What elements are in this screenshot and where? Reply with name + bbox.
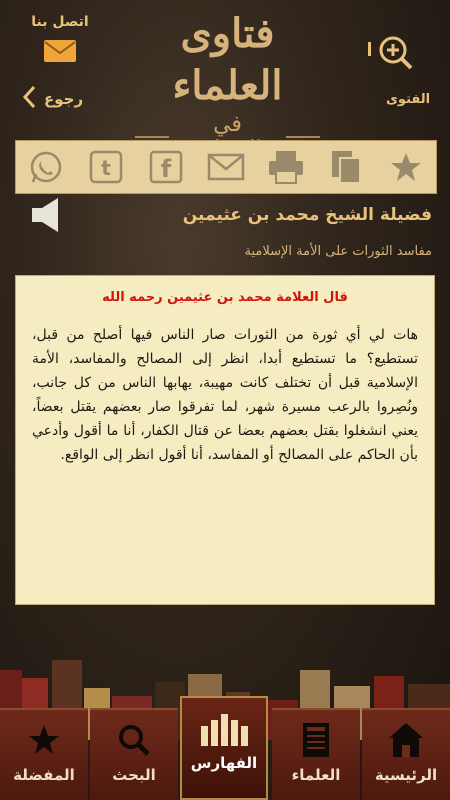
books-index-icon	[182, 704, 266, 752]
fatwa-body: هات لي أي ثورة من الثورات صار الناس فيها أصلح من قبل، تستطيع؟ ما تستطيع أبدا، انظر إلى المصالح والمفاسد، الأمة الإسلامية قبل أن تختلف كانت مهيبة، يهابها الناس من كل جانب، ونُصِروا بالرعب مسيرة شهر، لما تفرقوا صار بعضهم يقتل بعضاً، يعني انشغلوا بقتل بعضهم بعضا عن قتال الكفار، أنا ما أقول وأدعي بأن الحاكم على المصالح أو المفاسد، أنا أقول انظر إلى الواقع.	[32, 327, 418, 463]
zoom-in-icon[interactable]	[365, 30, 415, 74]
back-button[interactable]	[22, 84, 83, 114]
bottom-navigation	[0, 690, 450, 800]
nav-home[interactable]	[362, 708, 450, 800]
star-icon	[0, 716, 88, 764]
speaker-icon[interactable]	[28, 195, 70, 235]
star-icon[interactable]	[384, 145, 428, 189]
nav-search-label: البحث	[112, 766, 156, 784]
nav-indexes[interactable]	[180, 696, 268, 800]
app-title-line1: فتاوى العلماء	[172, 10, 283, 109]
svg-text:f: f	[160, 155, 172, 183]
nav-scholars[interactable]	[272, 708, 360, 800]
nav-indexes-label: الفهارس	[190, 754, 258, 772]
mail-icon[interactable]	[204, 145, 248, 189]
section-label: الفتوى	[386, 92, 431, 107]
print-icon[interactable]	[264, 145, 308, 189]
nav-favorites[interactable]	[0, 708, 88, 800]
author-name: فضيلة الشيخ محمد بن عثيمين	[182, 205, 432, 225]
envelope-icon	[44, 40, 76, 62]
nav-favorites-label: المفضلة	[13, 766, 75, 784]
nav-scholars-label: العلماء	[291, 766, 341, 784]
twitter-icon[interactable]	[84, 145, 128, 189]
chevron-left-icon	[22, 85, 36, 113]
document-icon	[272, 716, 360, 764]
share-toolbar	[15, 140, 437, 194]
search-icon	[90, 716, 178, 764]
fatwa-subject: مفاسد الثورات على الأمة الإسلامية	[244, 244, 432, 259]
whatsapp-icon[interactable]	[24, 145, 68, 189]
back-label: رجوع	[44, 90, 84, 108]
svg-text:t: t	[101, 156, 111, 180]
home-icon	[362, 716, 450, 764]
nav-search[interactable]	[90, 708, 178, 800]
fatwa-content-card	[15, 275, 435, 605]
facebook-icon[interactable]	[144, 145, 188, 189]
fatwa-heading: قال العلامة محمد بن عثيمين رحمه الله	[102, 290, 348, 305]
copy-icon[interactable]	[324, 145, 368, 189]
app-title-line2: في	[213, 112, 242, 137]
contact-us-label: اتصل بنا	[31, 14, 89, 30]
nav-home-label: الرئيسية	[374, 766, 438, 784]
contact-us-button[interactable]	[20, 14, 100, 74]
app-logo-title	[135, 8, 320, 137]
